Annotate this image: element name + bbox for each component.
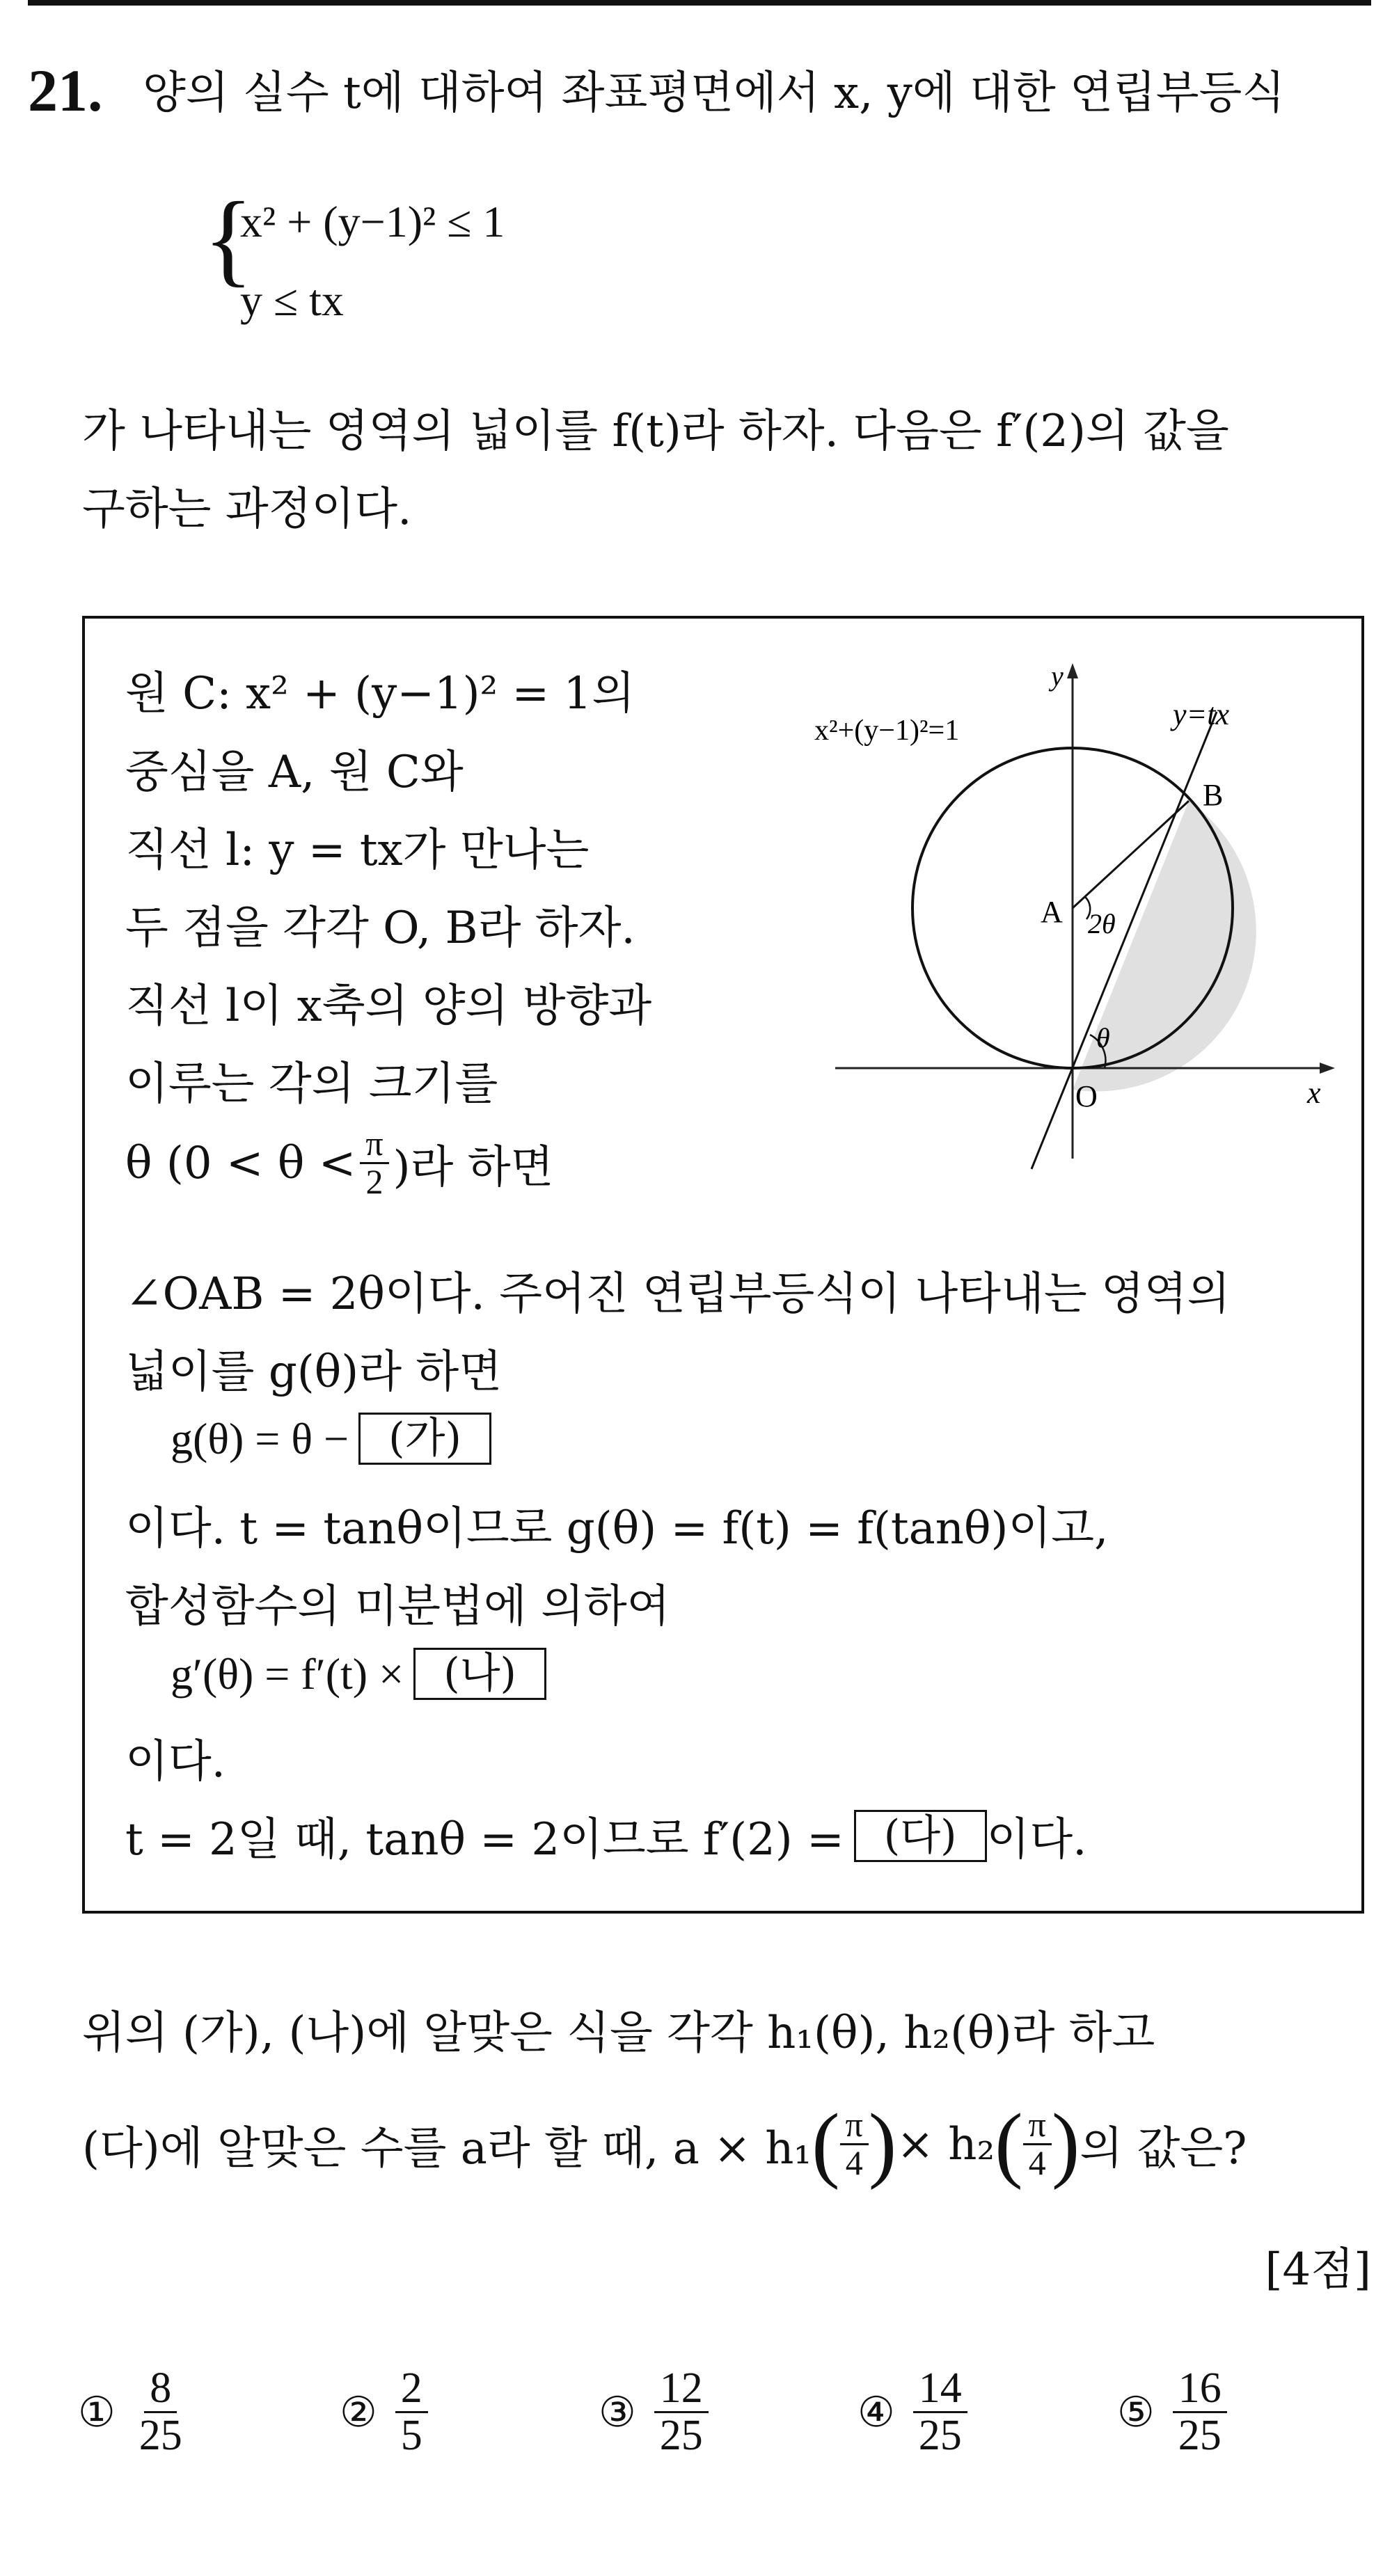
fraction-denominator: 2	[365, 1163, 384, 1202]
left-paren: (	[995, 2097, 1023, 2191]
choice-5[interactable]	[1117, 2366, 1227, 2458]
choice-mark: ①	[78, 2387, 116, 2437]
points-label: [4점]	[1265, 2244, 1371, 2296]
x-axis-arrow	[1320, 1063, 1335, 1074]
choice-1[interactable]	[78, 2366, 188, 2458]
x-axis-label: x	[1307, 1076, 1321, 1110]
fraction-numerator: π	[360, 1126, 388, 1164]
point-b-label: B	[1203, 778, 1224, 812]
choice-mark: ④	[857, 2387, 895, 2437]
box-line-12: 합성함수의 미분법에 의하여	[125, 1581, 670, 1632]
question-line-2: 가 나타내는 영역의 넓이를 f(t)라 하자. 다음은 f′(2)의 값을	[82, 406, 1229, 457]
system-ineq-2: y ≤ tx	[240, 276, 344, 325]
pi-over-2-fraction	[360, 1126, 388, 1201]
choice-3[interactable]	[599, 2366, 709, 2458]
box-line-15	[125, 1804, 1087, 1868]
box-line-6: 이루는 각의 크기를	[125, 1058, 498, 1110]
expression-end: 의 값은?	[1080, 2122, 1247, 2175]
fraction-numerator: 8	[144, 2366, 177, 2413]
fraction-denominator: 4	[1028, 2144, 1046, 2182]
choice-4[interactable]	[857, 2366, 967, 2458]
fraction-denominator: 25	[659, 2412, 703, 2460]
question-line-1: 양의 실수 t에 대하여 좌표평면에서 x, y에 대한 연립부등식	[143, 67, 1286, 119]
fraction-numerator: π	[1023, 2107, 1052, 2145]
after-line-2	[82, 2096, 1247, 2193]
circle-equation-label: x²+(y−1)²=1	[814, 715, 960, 747]
f-prime-2-expression: t = 2일 때, tanθ = 2이므로 f′(2) =	[125, 1814, 844, 1866]
pi-over-4-fraction-2	[1023, 2107, 1052, 2182]
after-line-1: 위의 (가), (나)에 알맞은 식을 각각 h₁(θ), h₂(θ)라 하고	[82, 2007, 1155, 2059]
box-line-11: 이다. t = tanθ이므로 g(θ) = f(t) = f(tanθ)이고,	[125, 1503, 1109, 1555]
right-paren: )	[868, 2097, 897, 2191]
point-o-label: O	[1075, 1079, 1098, 1113]
box-line-14: 이다.	[125, 1736, 226, 1788]
choice-fraction	[134, 2366, 188, 2458]
box-line-13	[171, 1648, 546, 1700]
box-line-7	[125, 1126, 553, 1201]
system-ineq-1: x² + (y−1)² ≤ 1	[240, 197, 505, 246]
expression-start: (다)에 알맞은 수를 a라 할 때, a × h₁	[82, 2122, 812, 2175]
choice-mark: ⑤	[1117, 2387, 1155, 2437]
fraction-denominator: 25	[1178, 2412, 1222, 2460]
box-line-1: 원 C: x² + (y−1)² = 1의	[125, 668, 635, 719]
theta-range-end: )라 하면	[393, 1141, 554, 1193]
box-line-10	[171, 1413, 491, 1465]
fraction-numerator: 2	[395, 2366, 428, 2413]
pi-over-4-fraction-1	[840, 2107, 869, 2182]
fraction-denominator: 5	[400, 2412, 422, 2460]
question-number: 21.	[28, 57, 103, 124]
left-paren: (	[812, 2097, 840, 2191]
blank-ga: (가)	[358, 1413, 491, 1465]
choice-fraction	[1173, 2366, 1227, 2458]
system-brace: {	[203, 181, 253, 296]
question-line-3: 구하는 과정이다.	[82, 484, 412, 535]
f-prime-2-end: 이다.	[986, 1814, 1087, 1866]
choice-mark: ②	[340, 2387, 377, 2437]
fraction-denominator: 25	[139, 2412, 182, 2460]
choice-fraction	[395, 2366, 428, 2458]
angle-theta-label: θ	[1096, 1022, 1110, 1054]
choice-mark: ③	[599, 2387, 636, 2437]
box-line-9: 넓이를 g(θ)라 하면	[125, 1346, 503, 1398]
choice-fraction	[913, 2366, 967, 2458]
choice-fraction	[654, 2366, 709, 2458]
blank-na: (나)	[413, 1648, 546, 1700]
angle-2theta-label: 2θ	[1088, 908, 1116, 939]
fraction-denominator: 25	[918, 2412, 962, 2460]
g-theta-expression: g(θ) = θ −	[171, 1413, 349, 1463]
circle-diagram	[793, 658, 1336, 1172]
box-line-8: ∠OAB = 2θ이다. 주어진 연립부등식이 나타내는 영역의	[125, 1269, 1231, 1320]
expression-middle: × h₂	[896, 2118, 995, 2170]
top-rule	[28, 0, 1371, 6]
box-line-2: 중심을 A, 원 C와	[125, 747, 464, 798]
point-a-label: A	[1041, 895, 1063, 929]
fraction-numerator: 16	[1173, 2366, 1227, 2413]
line-equation-label: y=tx	[1173, 697, 1229, 731]
y-axis-label: y	[1051, 660, 1064, 692]
box-line-3: 직선 l: y = tx가 만나는	[125, 825, 590, 876]
y-axis-arrow	[1067, 663, 1078, 678]
fraction-numerator: 14	[913, 2366, 967, 2413]
fraction-numerator: 12	[654, 2366, 709, 2413]
fraction-numerator: π	[840, 2107, 869, 2145]
fraction-denominator: 4	[845, 2144, 863, 2182]
theta-range-text: θ (0 < θ <	[125, 1137, 356, 1189]
g-prime-expression: g′(θ) = f′(t) ×	[171, 1648, 404, 1699]
box-line-5: 직선 l이 x축의 양의 방향과	[125, 980, 652, 1032]
choice-2[interactable]	[340, 2366, 428, 2458]
box-line-4: 두 점을 각각 O, B라 하자.	[125, 903, 635, 954]
right-paren: )	[1051, 2097, 1080, 2191]
blank-da: (다)	[854, 1810, 987, 1862]
